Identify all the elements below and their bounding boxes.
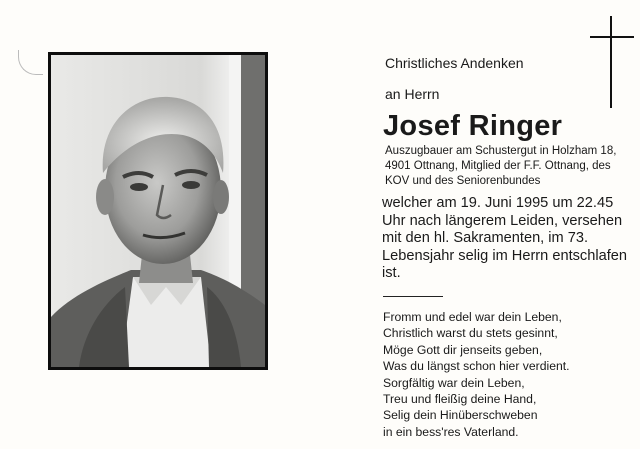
divider bbox=[383, 296, 443, 297]
poem-line: Möge Gott dir jenseits geben, bbox=[383, 342, 543, 357]
poem-line: Sorgfältig war dein Leben, bbox=[383, 375, 525, 390]
portrait-frame bbox=[48, 52, 268, 370]
poem-line: in ein bess'res Vaterland. bbox=[383, 424, 519, 439]
poem-line: Christlich warst du stets gesinnt, bbox=[383, 326, 558, 341]
corner-mark bbox=[18, 50, 43, 75]
deceased-name: Josef Ringer bbox=[383, 110, 563, 142]
poem-line: Selig dein Hinüberschweben bbox=[383, 408, 538, 423]
poem-line: Treu und fleißig deine Hand, bbox=[383, 392, 537, 407]
memorial-poem bbox=[383, 309, 633, 440]
death-notice: welcher am 19. Juni 1995 um 22.45 Uhr nach längerem Leiden, versehen mit den hl. Sakramenten, im 73. Lebensjahr selig im Herrn entschlafen ist. bbox=[382, 195, 627, 282]
poem-line: Was du längst schon hier verdient. bbox=[383, 359, 570, 374]
remembrance-heading: Christliches Andenken bbox=[385, 55, 524, 71]
salutation: an Herrn bbox=[385, 86, 440, 102]
poem-line: Fromm und edel war dein Leben, bbox=[383, 310, 562, 324]
portrait-photo bbox=[51, 55, 265, 367]
occupation-description: Auszugbauer am Schustergut in Holzham 18, 4901 Ottnang, Mitglied der F.F. Ottnang, des KOV und des Seniorenbundes bbox=[385, 145, 617, 187]
cross-icon bbox=[590, 16, 634, 108]
